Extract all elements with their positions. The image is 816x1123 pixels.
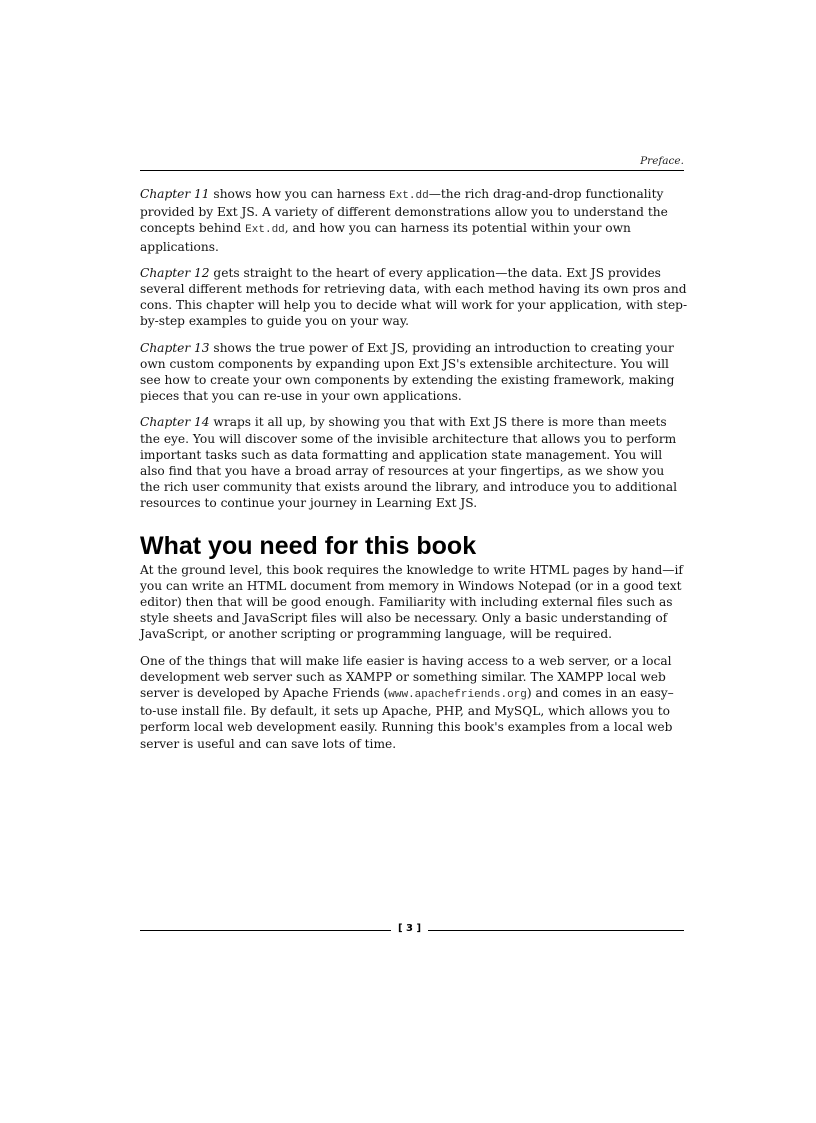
- paragraph-chapter-13: Chapter 13 shows the true power of Ext JS, providing an introduction to creating your own custom components by expanding upon Ext JS's extensible architecture. You will see how to create your own components by extending the existing framework, making pieces that you can re-use in your own applications.: [140, 340, 675, 404]
- code-ext-dd: Ext.dd: [245, 224, 285, 237]
- section-heading: What you need for this book: [140, 531, 477, 560]
- page-number: [ 3 ]: [397, 923, 422, 934]
- code-ext-dd: Ext.dd: [389, 190, 429, 202]
- page-footer: [140, 921, 684, 937]
- paragraph-chapter-11: Chapter 11 shows how you can harness Ext.dd—the rich drag-and-drop functionality provided by Ext JS. A variety of different demonstrations allow you to understand the concepts behind Ext.dd, and how you can harness its potential within your own applications.: [140, 187, 668, 254]
- chapter-11-reference: Chapter 11: [140, 187, 210, 201]
- paragraph-requirements: At the ground level, this book requires the knowledge to write HTML pages by hand—if you can write an HTML document from memory in Windows Notepad (or in a good text editor) then that will be good enough. Familiarity with including external files such as style sheets and JavaScript files will also be necessary. Only a basic understanding of JavaScript, or another scripting or programming language, will be required.: [140, 562, 683, 642]
- chapter-14-reference: Chapter 14: [140, 415, 210, 430]
- paragraph-chapter-14: Chapter 14 wraps it all up, by showing you that with Ext JS there is more than meets the eye. You will discover some of the invisible architecture that allows you to perform important tasks such as data formatting and application state management. You will also find that you have a broad array of resources at your fingertips, as we show you the rich user community that exists around the library, and introduce you to additional resources to continue your journey in Learning Ext JS.: [140, 415, 677, 511]
- running-header: [140, 150, 684, 171]
- footer-rule-left: [140, 930, 391, 931]
- paragraph-web-server: One of the things that will make life easier is having access to a web server, or a local development web server such as XAMPP or something similar. The XAMPP local web server is developed by Apache Friends (www.apachefriends.org) and comes in an easy–to-use install file. By default, it sets up Apache, PHP, and MySQL, which allows you to perform local web development easily. Running this book's examples from a local web server is useful and can save lots of time.: [140, 653, 674, 751]
- paragraph-chapter-12: Chapter 12 gets straight to the heart of every application—the data. Ext JS provides several different methods for retrieving data, with each method having its own pros and cons. This chapter will help you to decide what will work for your application, with step-by-step examples to guide you on your way.: [140, 265, 688, 329]
- running-header-title: Preface.: [640, 155, 684, 167]
- footer-rule-right: [428, 930, 684, 931]
- chapter-13-reference: Chapter 13: [140, 340, 210, 355]
- apachefriends-url: www.apachefriends.org: [388, 689, 527, 702]
- page-content: [140, 186, 688, 762]
- chapter-12-reference: Chapter 12: [140, 265, 210, 280]
